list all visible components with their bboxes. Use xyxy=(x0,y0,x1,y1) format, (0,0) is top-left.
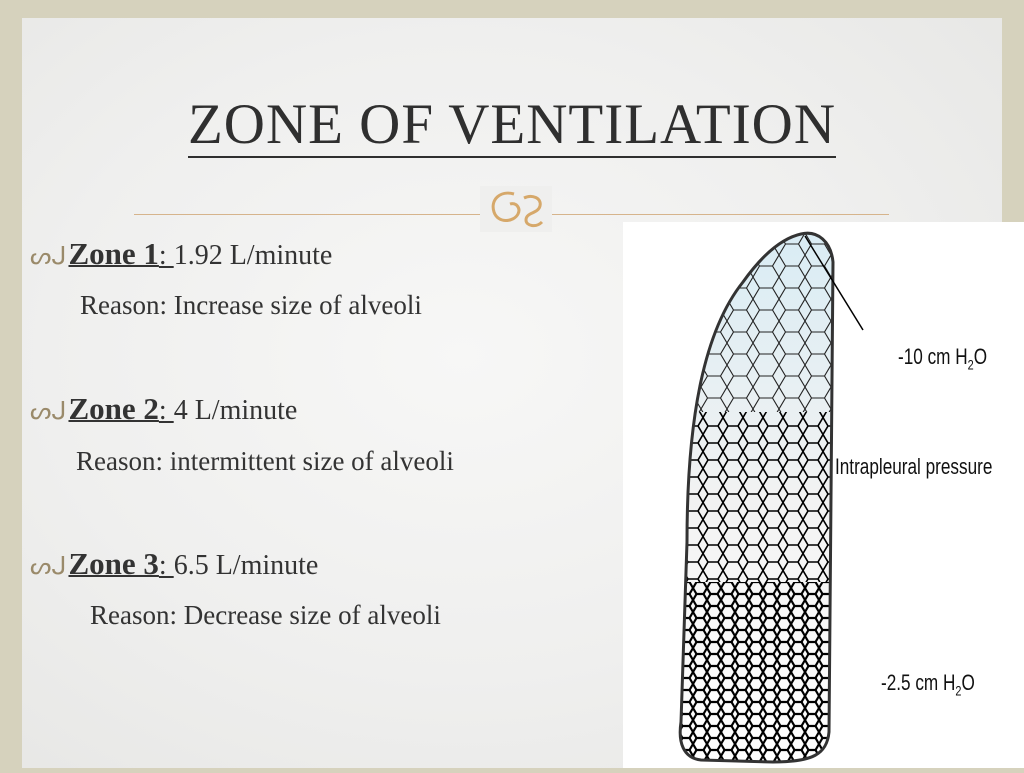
zone-1-bullet: ᔕᒍZone 1: 1.92 L/minute xyxy=(30,236,333,271)
lung-figure xyxy=(623,222,1024,768)
scroll-ornament-icon xyxy=(480,186,552,232)
zone-1-rate: 1.92 L/minute xyxy=(173,240,333,271)
slide-title-text: ZONE OF VENTILATION xyxy=(187,93,837,156)
zone-3-rate: 6.5 L/minute xyxy=(173,550,319,581)
zone-3-reason: Reason: Decrease size of alveoli xyxy=(90,600,441,630)
zone-1-name: Zone 1 xyxy=(68,236,159,271)
scroll-bullet-icon: ᔕᒍ xyxy=(30,554,67,580)
scroll-bullet-icon: ᔕᒍ xyxy=(30,244,67,270)
zone-2-reason: Reason: intermittent size of alveoli xyxy=(76,446,454,476)
bottom-pressure-label: -2.5 cm $H_2O$ xyxy=(881,670,975,699)
zone-2-bullet: ᔕᒍZone 2: 4 L/minute xyxy=(30,391,298,426)
zone-3-name: Zone 3 xyxy=(68,546,159,581)
intrapleural-pressure-label: Intrapleural pressure xyxy=(835,454,993,479)
zone-2-rate: 4 L/minute xyxy=(173,395,298,426)
scroll-bullet-icon: ᔕᒍ xyxy=(30,399,67,425)
zone-3-bullet: ᔕᒍZone 3: 6.5 L/minute xyxy=(30,546,319,581)
slide-title xyxy=(0,92,1024,157)
zone-2-name: Zone 2 xyxy=(68,391,159,426)
zone-1-reason: Reason: Increase size of alveoli xyxy=(80,290,422,320)
top-pressure-label: -10 cm $H_2O$ xyxy=(898,344,988,373)
